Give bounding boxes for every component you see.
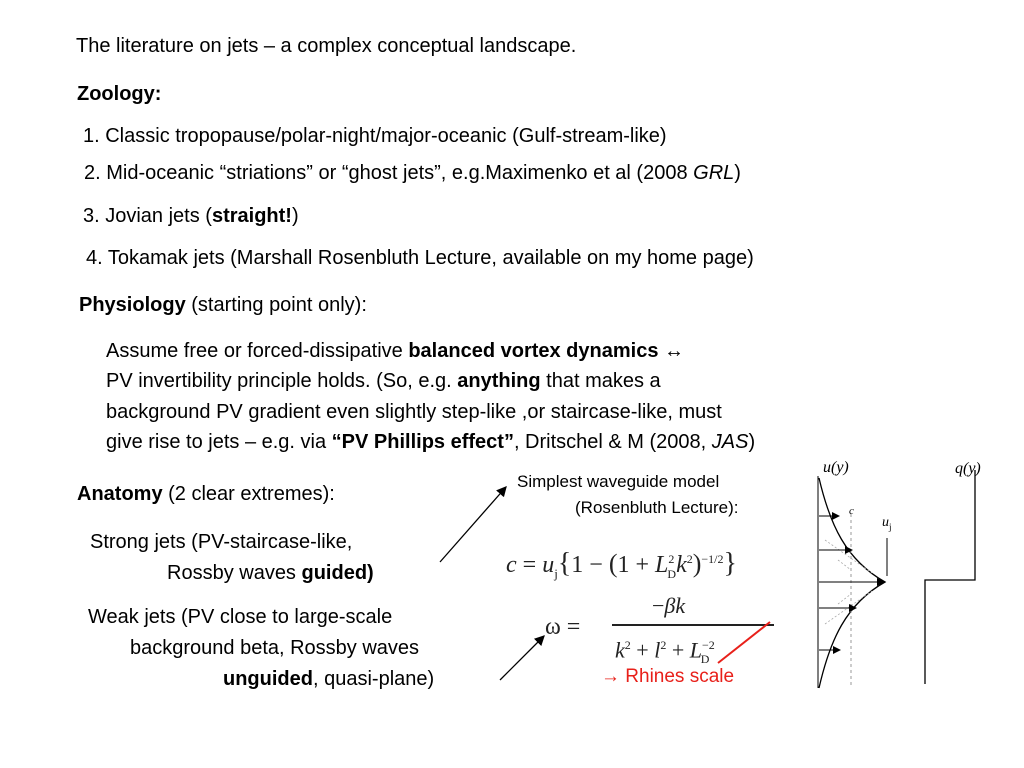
zoology-item-1: 1. Classic tropopause/polar-night/major-oceanic (Gulf-stream-like) (83, 125, 667, 147)
u-of-y-label: u(y) (823, 459, 849, 476)
pv-staircase (925, 470, 975, 684)
rhines-scale-label: → Rhines scale (601, 666, 735, 687)
waveguide-label-line-1: Simplest waveguide model (517, 472, 720, 491)
weak-jets-arrow (500, 636, 544, 680)
physiology-line-2: PV invertibility principle holds. (So, e.g. anything that makes a (106, 370, 661, 392)
physiology-line-3: background PV gradient even slightly step-like ,or staircase-like, must (106, 401, 722, 423)
red-strike-line (718, 622, 770, 663)
zoology-item-3: 3. Jovian jets (straight!) (83, 205, 299, 227)
weak-jets-line-3: unguided, quasi-plane) (223, 668, 435, 690)
strong-jets-line-2: Rossby waves guided) (167, 562, 374, 584)
phase-speed-equation: $c = u_j\{1 - (1 + L^2_Dk^2)^{-1/2}\}$ (506, 548, 737, 581)
omega-denominator: $k^2 + l^2 + L^{-2}_D$ (615, 637, 715, 666)
page-title: The literature on jets – a complex conceptual landscape. (76, 35, 577, 57)
zoology-item-2: 2. Mid-oceanic “striations” or “ghost jets”, e.g.Maximenko et al (2008 GRL) (84, 162, 741, 184)
waveguide-label-line-2: (Rosenbluth Lecture): (575, 498, 739, 517)
strong-jets-arrow (440, 487, 506, 562)
jet-profile-curve (819, 478, 885, 688)
physiology-line-4: give rise to jets – e.g. via “PV Phillips effect”, Dritschel & M (2008, JAS) (106, 431, 756, 453)
physiology-line-1: Assume free or forced-dissipative balanced vortex dynamics ↔ (106, 340, 685, 362)
omega-equation-lhs: ω = (545, 614, 581, 640)
zoology-item-4: 4. Tokamak jets (Marshall Rosenbluth Lecture, available on my home page) (86, 247, 754, 269)
uj-label: $u_j$ (882, 515, 892, 532)
q-of-y-label: q(y) (955, 460, 981, 477)
weak-jets-line-1: Weak jets (PV close to large-scale (88, 606, 393, 628)
c-label: c (849, 505, 854, 517)
anatomy-heading: Anatomy (2 clear extremes): (77, 483, 335, 505)
physiology-heading: Physiology (starting point only): (79, 294, 367, 316)
weak-jets-line-2: background beta, Rossby waves (130, 637, 420, 659)
omega-numerator: −βk (652, 593, 686, 618)
strong-jets-line-1: Strong jets (PV-staircase-like, (90, 531, 353, 553)
zoology-heading: Zoology: (77, 83, 162, 105)
